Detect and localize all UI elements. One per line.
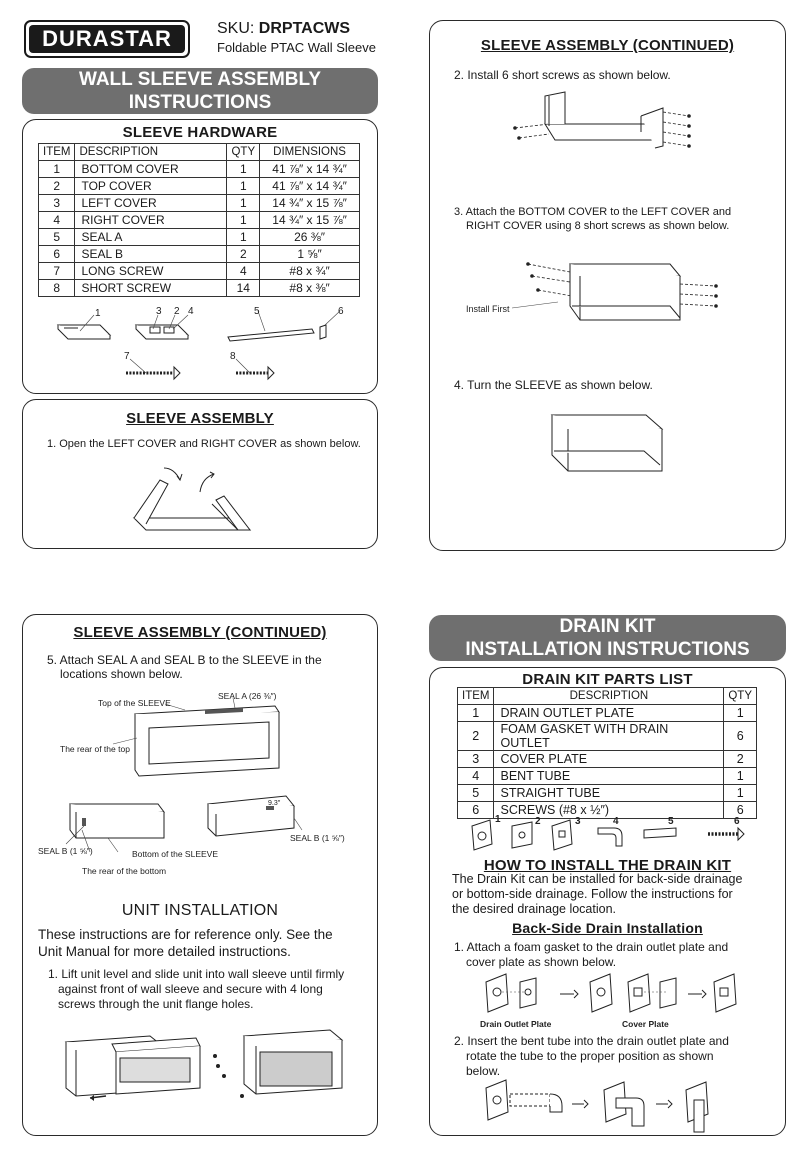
cell-description: LONG SCREW xyxy=(75,263,227,280)
drain-callout-4: 4 xyxy=(613,816,619,827)
how-to-install-title: HOW TO INSTALL THE DRAIN KIT xyxy=(483,857,732,874)
drain-banner-line1: DRAIN KIT xyxy=(559,616,656,637)
logo-text: DURASTAR xyxy=(29,25,185,53)
cell-dimensions: 14 ¾″ x 15 ⅞″ xyxy=(260,195,360,212)
unit-step1-l2: against front of wall sleeve and secure with 4 long xyxy=(58,982,323,996)
logo xyxy=(24,20,190,58)
rear-of-top-label: The rear of the top xyxy=(60,744,130,754)
table-row xyxy=(458,768,757,785)
cell-item: 5 xyxy=(39,229,75,246)
cell-qty: 1 xyxy=(227,178,260,195)
table-row xyxy=(458,751,757,768)
subtitle: Foldable PTAC Wall Sleeve xyxy=(217,40,376,55)
sleeve-step5-l1: 5. Attach SEAL A and SEAL B to the SLEEVE in the xyxy=(47,653,322,667)
bottom-of-sleeve-label: Bottom of the SLEEVE xyxy=(132,849,218,859)
cell-item: 6 xyxy=(458,802,494,819)
cell-description: LEFT COVER xyxy=(75,195,227,212)
drain-callout-6: 6 xyxy=(734,816,740,827)
drain-callout-3: 3 xyxy=(575,816,581,827)
cell-description: FOAM GASKET WITH DRAIN OUTLET xyxy=(494,722,724,751)
cell-dimensions: 1 ⅝″ xyxy=(260,246,360,263)
table-row xyxy=(39,212,360,229)
cell-description: SHORT SCREW xyxy=(75,280,227,297)
turned-sleeve-drawing xyxy=(542,405,672,477)
sleeve-assembly-title: SLEEVE ASSEMBLY xyxy=(126,410,274,427)
bent-tube-drawing xyxy=(480,1078,750,1134)
cell-item: 6 xyxy=(39,246,75,263)
sleeve-step3-l2: RIGHT COVER using 8 short screws as shown below. xyxy=(466,220,730,232)
sleeve-step3-l1: 3. Attach the BOTTOM COVER to the LEFT COVER and xyxy=(454,206,732,218)
sleeve-step5-l2: locations shown below. xyxy=(60,667,183,681)
cell-qty: 2 xyxy=(227,246,260,263)
callout-8: 8 xyxy=(230,351,236,362)
drain-th-description: DESCRIPTION xyxy=(494,688,724,705)
cell-item: 3 xyxy=(458,751,494,768)
cell-description: RIGHT COVER xyxy=(75,212,227,229)
cell-item: 1 xyxy=(39,161,75,178)
cell-dimensions: 26 ⅜″ xyxy=(260,229,360,246)
cell-dimensions: #8 x ⅜″ xyxy=(260,280,360,297)
cell-qty: 1 xyxy=(724,705,757,722)
back-step2-l2: rotate the tube to the proper position as shown xyxy=(466,1049,714,1063)
cell-qty: 1 xyxy=(227,161,260,178)
cell-qty: 4 xyxy=(227,263,260,280)
drain-th-qty: QTY xyxy=(724,688,757,705)
drain-banner-line2: INSTALLATION INSTRUCTIONS xyxy=(465,639,750,660)
unit-step1-l1: 1. Lift unit level and slide unit into wall sleeve until firmly xyxy=(48,967,345,981)
callout-6: 6 xyxy=(338,306,344,317)
cell-description: TOP COVER xyxy=(75,178,227,195)
back-step2-l3: below. xyxy=(466,1064,501,1078)
cell-dimensions: 41 ⅞″ x 14 ¾″ xyxy=(260,161,360,178)
seal-b-left-label: SEAL B (1 ⅝″) xyxy=(38,846,93,856)
cell-description: BOTTOM COVER xyxy=(75,161,227,178)
sku xyxy=(217,20,350,38)
callout-1: 1 xyxy=(95,308,101,319)
callout-3: 3 xyxy=(156,306,162,317)
sleeve-continued-title: SLEEVE ASSEMBLY (CONTINUED) xyxy=(480,37,735,54)
sleeve-step1: 1. Open the LEFT COVER and RIGHT COVER as shown below. xyxy=(47,438,361,450)
callout-5: 5 xyxy=(254,306,260,317)
cell-qty: 6 xyxy=(724,802,757,819)
cell-item: 8 xyxy=(39,280,75,297)
hardware-header-row xyxy=(39,144,360,161)
cell-item: 4 xyxy=(458,768,494,785)
back-side-title: Back-Side Drain Installation xyxy=(512,920,703,936)
hardware-title: SLEEVE HARDWARE xyxy=(122,124,278,141)
cell-dimensions: 14 ¾″ x 15 ⅞″ xyxy=(260,212,360,229)
cell-dimensions: #8 x ¾″ xyxy=(260,263,360,280)
rear-of-bottom-label: The rear of the bottom xyxy=(82,866,167,876)
table-row xyxy=(39,161,360,178)
cell-description: SCREWS (#8 x ½″) xyxy=(494,802,724,819)
cell-qty: 1 xyxy=(227,195,260,212)
cell-qty: 6 xyxy=(724,722,757,751)
cell-qty: 14 xyxy=(227,280,260,297)
cell-qty: 2 xyxy=(724,751,757,768)
cover-plate-label: Cover Plate xyxy=(622,1019,669,1029)
wall-sleeve-banner xyxy=(22,68,378,114)
th-description: DESCRIPTION xyxy=(75,144,227,161)
how-l2: or bottom-side drainage. Follow the instructions for xyxy=(452,887,733,901)
back-step1-l1: 1. Attach a foam gasket to the drain outlet plate and xyxy=(454,940,729,954)
drain-outlet-plate-label: Drain Outlet Plate xyxy=(480,1019,552,1029)
cell-description: DRAIN OUTLET PLATE xyxy=(494,705,724,722)
drain-callout-5: 5 xyxy=(668,816,674,827)
callout-7: 7 xyxy=(124,351,130,362)
cell-description: COVER PLATE xyxy=(494,751,724,768)
sku-label: SKU: xyxy=(217,20,259,37)
unit-install-drawing xyxy=(60,1024,350,1110)
cell-description: BENT TUBE xyxy=(494,768,724,785)
drain-kit-banner xyxy=(429,615,786,661)
sleeve-continued2-title: SLEEVE ASSEMBLY (CONTINUED) xyxy=(73,624,327,641)
bottom-cover-drawing xyxy=(520,250,720,330)
cell-item: 7 xyxy=(39,263,75,280)
callout-4: 4 xyxy=(188,306,194,317)
short-screws-drawing xyxy=(505,88,695,168)
seal-b-right-label: SEAL B (1 ⅝″) xyxy=(290,833,345,843)
cell-item: 3 xyxy=(39,195,75,212)
cell-dimensions: 41 ⅞″ x 14 ¾″ xyxy=(260,178,360,195)
cell-qty: 1 xyxy=(227,229,260,246)
cell-item: 2 xyxy=(458,722,494,751)
cell-qty: 1 xyxy=(227,212,260,229)
cell-item: 1 xyxy=(458,705,494,722)
drain-callout-2: 2 xyxy=(535,816,541,827)
back-step1-l2: cover plate as shown below. xyxy=(466,955,617,969)
seal-a-label: SEAL A (26 ⅜″) xyxy=(218,691,277,701)
open-covers-drawing xyxy=(120,462,270,542)
wall-sleeve-banner-line1: WALL SLEEVE ASSEMBLY xyxy=(78,69,322,90)
drain-callout-1: 1 xyxy=(495,814,501,825)
table-row xyxy=(39,178,360,195)
table-row xyxy=(39,246,360,263)
wall-sleeve-banner-line2: INSTRUCTIONS xyxy=(128,92,272,113)
drain-th-item: ITEM xyxy=(458,688,494,705)
drain-parts-title: DRAIN KIT PARTS LIST xyxy=(522,671,693,688)
sleeve-step4: 4. Turn the SLEEVE as shown below. xyxy=(454,378,653,392)
hardware-table xyxy=(38,143,360,297)
unit-step1-l3: screws through the unit flange holes. xyxy=(58,997,254,1011)
top-of-sleeve-label: Top of the SLEEVE xyxy=(98,698,171,708)
cell-item: 5 xyxy=(458,785,494,802)
unit-ref-l2: Unit Manual for more detailed instructions. xyxy=(38,944,291,959)
sku-value: DRPTACWS xyxy=(258,20,351,37)
table-row xyxy=(39,195,360,212)
seal-b-left-drawing xyxy=(68,800,168,840)
how-l1: The Drain Kit can be installed for back-side drainage xyxy=(452,872,743,886)
drain-parts-table xyxy=(457,687,757,819)
cell-description: SEAL B xyxy=(75,246,227,263)
table-row xyxy=(39,263,360,280)
dim-9-3-label: 9.3″ xyxy=(268,800,281,807)
table-row xyxy=(458,722,757,751)
unit-ref-l1: These instructions are for reference only. See the xyxy=(38,927,333,942)
back-step2-l1: 2. Insert the bent tube into the drain outlet plate and xyxy=(454,1034,729,1048)
th-item: ITEM xyxy=(39,144,75,161)
cell-item: 2 xyxy=(39,178,75,195)
cell-qty: 1 xyxy=(724,785,757,802)
table-row xyxy=(458,705,757,722)
cell-description: STRAIGHT TUBE xyxy=(494,785,724,802)
th-dimensions: DIMENSIONS xyxy=(260,144,360,161)
seal-b-right-drawing xyxy=(206,792,302,838)
th-qty: QTY xyxy=(227,144,260,161)
seal-a-drawing xyxy=(125,700,285,780)
callout-2: 2 xyxy=(174,306,180,317)
table-row xyxy=(39,229,360,246)
unit-installation-title: UNIT INSTALLATION xyxy=(121,902,279,919)
table-row xyxy=(458,785,757,802)
sleeve-step2: 2. Install 6 short screws as shown below. xyxy=(454,68,671,82)
install-first-label: Install First xyxy=(466,304,510,314)
cell-qty: 1 xyxy=(724,768,757,785)
how-l3: the desired drainage location. xyxy=(452,902,617,916)
table-row xyxy=(39,280,360,297)
cell-description: SEAL A xyxy=(75,229,227,246)
drain-header-row xyxy=(458,688,757,705)
gasket-attach-drawing xyxy=(480,970,750,1020)
cell-item: 4 xyxy=(39,212,75,229)
